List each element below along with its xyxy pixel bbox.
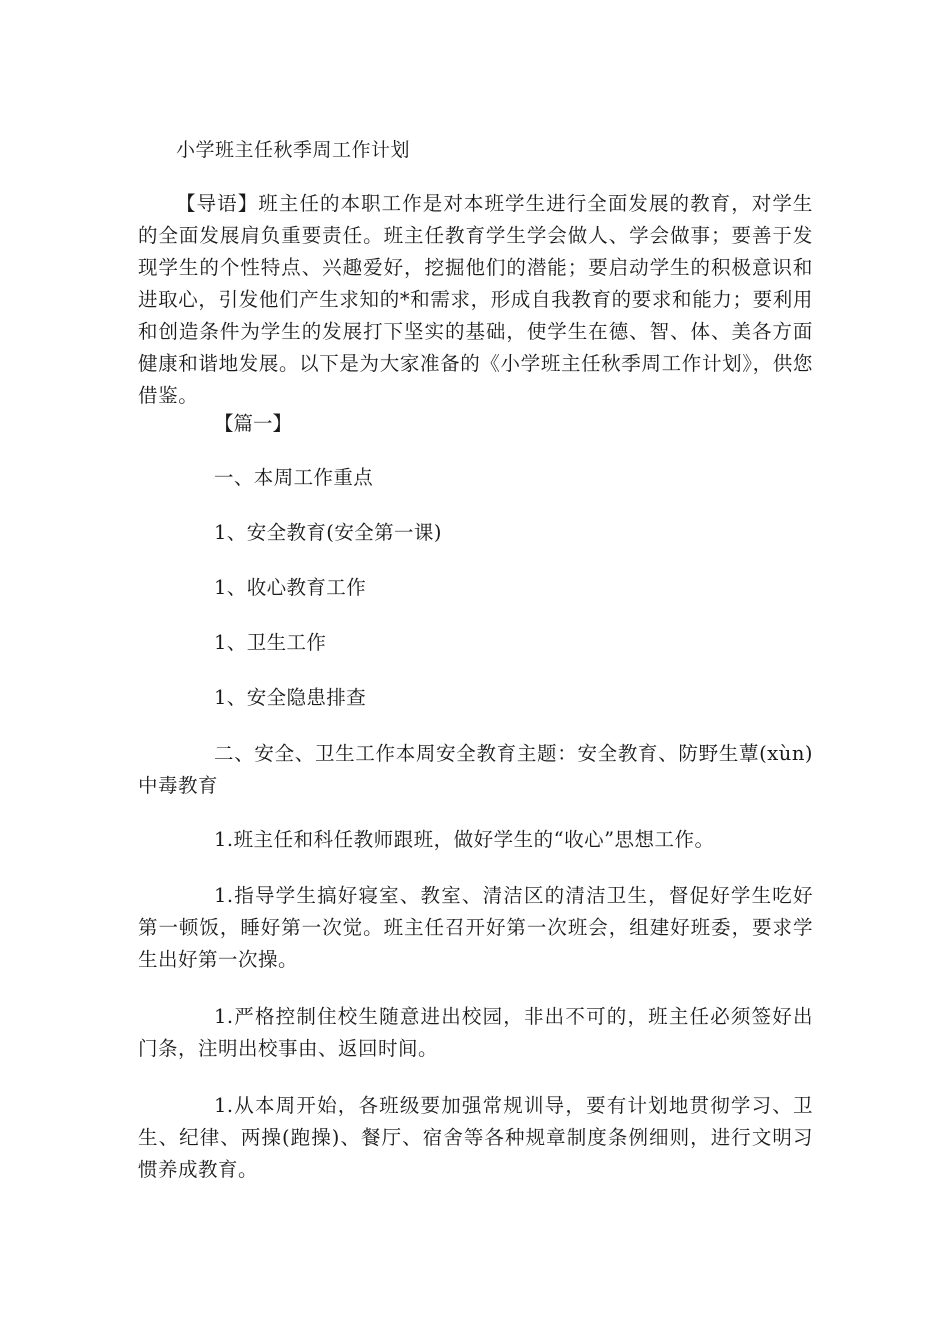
list-item: 1、收心教育工作 bbox=[214, 576, 367, 599]
part2-heading: 二、安全、卫生工作本周安全教育主题：安全教育、防野生蕈(xùn)中毒教育 bbox=[138, 742, 813, 797]
list-item: 1、安全教育(安全第一课) bbox=[214, 521, 442, 544]
part1-heading: 一、本周工作重点 bbox=[214, 466, 374, 489]
intro-paragraph: 【导语】班主任的本职工作是对本班学生进行全面发展的教育，对学生的全面发展肩负重要责任。班主任教育学生学会做人、学会做事；要善于发现学生的个性特点、兴趣爱好，挖掘他们的潜能；要启动学生的积极意识和进取心，引发他们产生求知的*和需求，形成自我教育的要求和能力；要利用和创造条件为学生的发展打下坚实的基础，使学生在德、智、体、美各方面健康和谐地发展。以下是为大家准备的《小学班主任秋季周工作计划》，供您借鉴。 bbox=[138, 192, 813, 407]
body-paragraph: 1.指导学生搞好寝室、教室、清洁区的清洁卫生，督促好学生吃好第一顿饭，睡好第一次觉。班主任召开好第一次班会，组建好班委，要求学生出好第一次操。 bbox=[138, 884, 813, 971]
list-item: 1、卫生工作 bbox=[214, 631, 327, 654]
section-title: 【篇一】 bbox=[214, 412, 293, 435]
list-item: 1、安全隐患排查 bbox=[214, 686, 367, 709]
body-paragraph: 1.班主任和科任教师跟班，做好学生的“收心”思想工作。 bbox=[214, 828, 715, 851]
document-title: 小学班主任秋季周工作计划 bbox=[176, 139, 411, 161]
body-paragraph: 1.严格控制住校生随意进出校园，非出不可的，班主任必须签好出门条，注明出校事由、返回时间。 bbox=[138, 1005, 813, 1060]
body-paragraph: 1.从本周开始，各班级要加强常规训导，要有计划地贯彻学习、卫生、纪律、两操(跑操)、餐厅、宿舍等各种规章制度条例细则，进行文明习惯养成教育。 bbox=[138, 1094, 813, 1181]
